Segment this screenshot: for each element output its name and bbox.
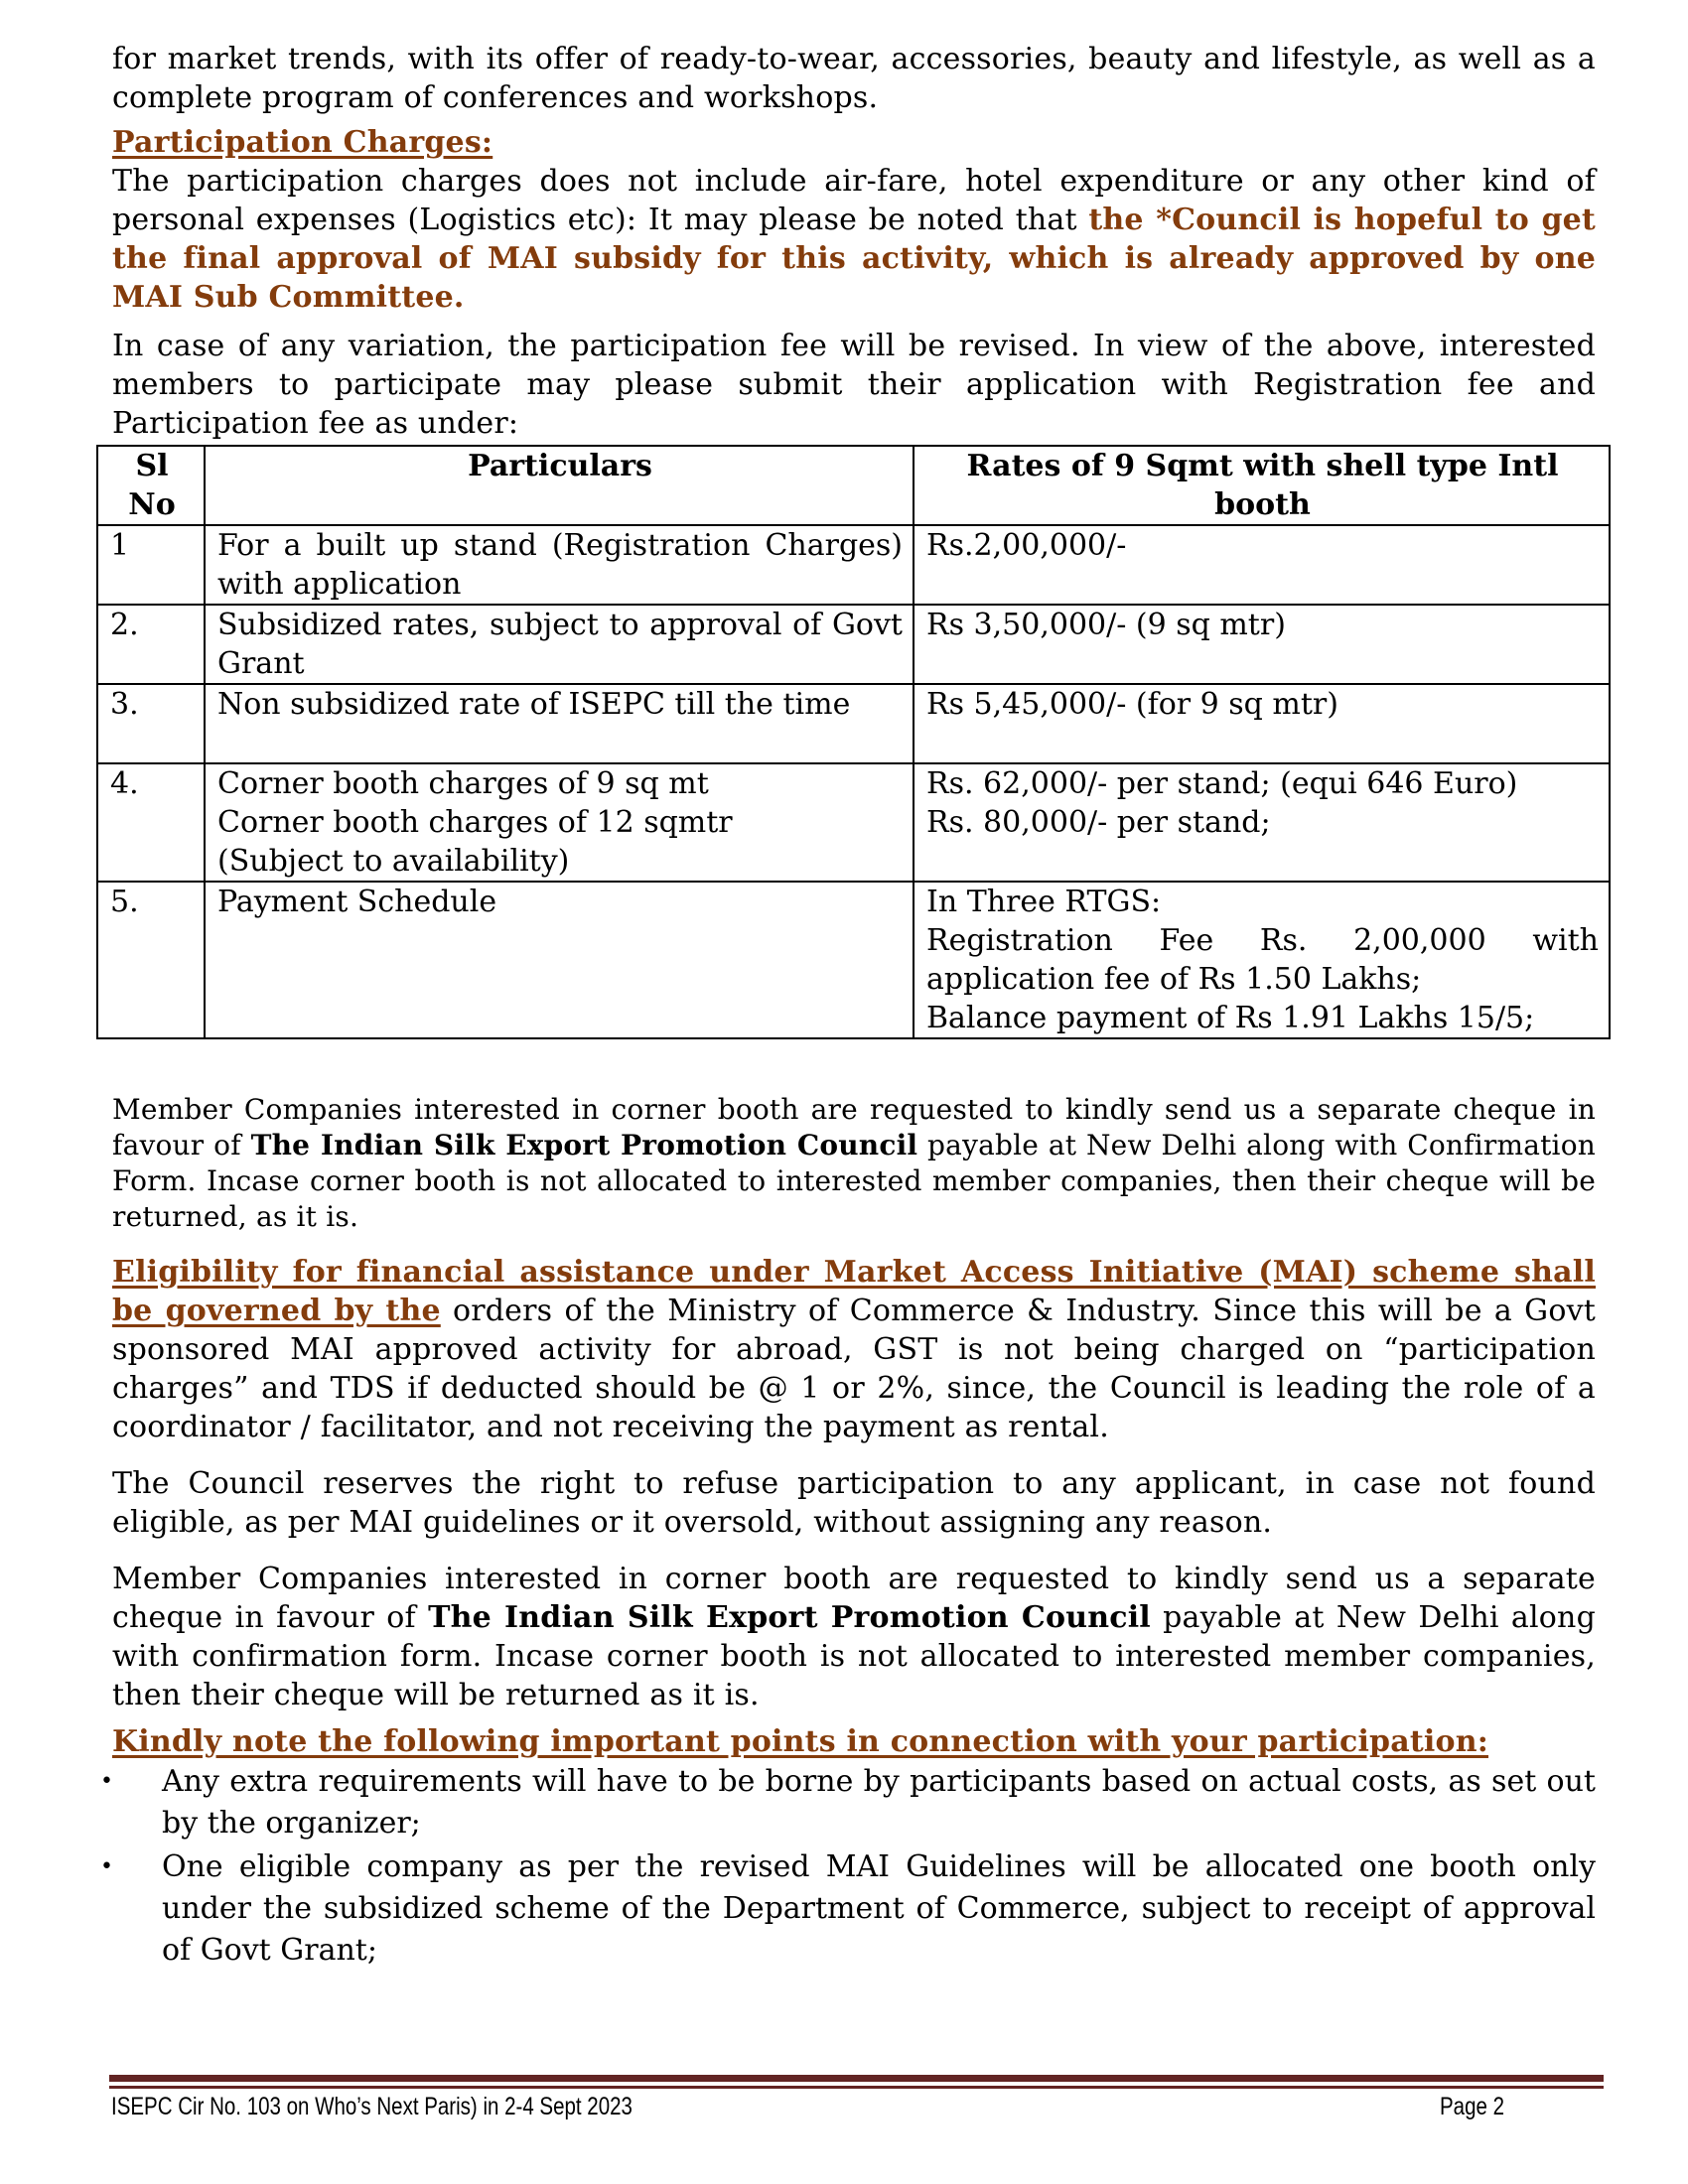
list-item bbox=[100, 1761, 1596, 1844]
corner-booth-note-1 bbox=[112, 1092, 1596, 1235]
participation-text: The participation charges does not include air-fare, hotel expenditure or any other kind of personal expenses (Logistics etc): It may please be noted that bbox=[112, 164, 1596, 237]
cell-particulars: Non subsidized rate of ISEPC till the time bbox=[205, 684, 914, 763]
header-sl-no: Sl No bbox=[97, 446, 205, 525]
particulars-line: Corner booth charges of 12 sqmtr bbox=[217, 805, 733, 840]
cell-rate bbox=[914, 882, 1610, 1038]
council-name: The Indian Silk Export Promotion Council bbox=[428, 1600, 1151, 1635]
footer-rule-thin bbox=[109, 2086, 1604, 2089]
page-body-lower bbox=[100, 1092, 1596, 1974]
participation-highlight: the *Council is hopeful to get the final approval of MAI subsidy for this activity, which is already approved by one MAI Sub Committee. bbox=[112, 203, 1596, 315]
variation-paragraph: In case of any variation, the participation fee will be revised. In view of the above, interested members to participate may please submit their application with Registration fee and Participation fee as under: bbox=[112, 329, 1596, 441]
table-row bbox=[97, 525, 1610, 605]
cell-particulars bbox=[205, 763, 914, 882]
cell-rate: Rs.2,00,000/- bbox=[914, 525, 1610, 605]
rates-table bbox=[96, 445, 1611, 1039]
participation-paragraph bbox=[112, 162, 1596, 317]
cell-particulars: Subsidized rates, subject to approval of Govt Grant bbox=[205, 605, 914, 684]
council-name: The Indian Silk Export Promotion Council bbox=[250, 1129, 918, 1161]
important-points-heading bbox=[112, 1722, 1596, 1761]
cell-sl: 1 bbox=[97, 525, 205, 605]
bullet-icon: • bbox=[100, 1769, 113, 1794]
footer-rule-thick bbox=[109, 2075, 1604, 2082]
corner-booth-note-2 bbox=[112, 1560, 1596, 1714]
note-text: Member Companies interested in corner booth are requested to kindly send us a separate cheque in favour of bbox=[112, 1093, 1596, 1161]
particulars-line: Corner booth charges of 9 sq mt bbox=[217, 766, 709, 801]
cell-rate: Rs 3,50,000/- (9 sq mtr) bbox=[914, 605, 1610, 684]
note-text: payable at New Delhi along with confirmation form. Incase corner booth is not allocated to interested member companies, then their cheque will be returned as it is. bbox=[112, 1600, 1596, 1712]
cell-rate bbox=[914, 763, 1610, 882]
eligibility-text: orders of the Ministry of Commerce & Industry. Since this will be a Govt sponsored MAI approved activity for abroad, GST is not being charged on “participation charges” and TDS if deducted should be @ 1 or 2%, since, the Council is leading the role of a coordinator / facilitator, and not receiving the payment as rental. bbox=[112, 1294, 1596, 1444]
list-item-text: Any extra requirements will have to be borne by participants based on actual costs, as set out by the organizer; bbox=[162, 1764, 1596, 1841]
table-row bbox=[97, 882, 1610, 1038]
table-header-row bbox=[97, 446, 1610, 525]
list-item bbox=[100, 1846, 1596, 1972]
intro-paragraph: for market trends, with its offer of ready-to-wear, accessories, beauty and lifestyle, as well as a complete program of conferences and workshops. bbox=[112, 42, 1596, 115]
rate-line: Balance payment of Rs 1.91 Lakhs 15/5; bbox=[926, 1001, 1535, 1035]
cell-rate: Rs 5,45,000/- (for 9 sq mtr) bbox=[914, 684, 1610, 763]
cell-sl: 4. bbox=[97, 763, 205, 882]
rate-line: Rs. 80,000/- per stand; bbox=[926, 805, 1271, 840]
participation-charges-heading bbox=[112, 123, 1596, 162]
cell-particulars: Payment Schedule bbox=[205, 882, 914, 1038]
footer-circular-reference: ISEPC Cir No. 103 on Who’s Next Paris) in 2-4 Sept 2023 bbox=[111, 2093, 633, 2120]
rate-line: In Three RTGS: bbox=[926, 885, 1162, 919]
important-points-list bbox=[100, 1761, 1596, 1972]
page-body bbox=[112, 40, 1596, 443]
rate-line: Rs. 62,000/- per stand; (equi 646 Euro) bbox=[926, 766, 1518, 801]
cell-sl: 3. bbox=[97, 684, 205, 763]
cell-sl: 5. bbox=[97, 882, 205, 1038]
note-text: payable at New Delhi along with Confirmation Form. Incase corner booth is not allocated to interested member companies, then their cheque will be returned, as it is. bbox=[112, 1129, 1596, 1233]
reserve-paragraph: The Council reserves the right to refuse participation to any applicant, in case not found eligible, as per MAI guidelines or it oversold, without assigning any reason. bbox=[112, 1466, 1596, 1540]
particulars-line: (Subject to availability) bbox=[217, 844, 570, 879]
important-points-heading-text: Kindly note the following important points in connection with your participation: bbox=[112, 1724, 1489, 1759]
eligibility-heading: Eligibility for financial assistance under Market Access Initiative (MAI) scheme shall be governed by the bbox=[112, 1255, 1596, 1328]
header-rates: Rates of 9 Sqmt with shell type Intl booth bbox=[914, 446, 1610, 525]
table-row bbox=[97, 605, 1610, 684]
eligibility-paragraph bbox=[112, 1253, 1596, 1446]
cell-sl: 2. bbox=[97, 605, 205, 684]
bullet-icon: • bbox=[100, 1854, 113, 1879]
rate-line: Registration Fee Rs. 2,00,000 with application fee of Rs 1.50 Lakhs; bbox=[926, 923, 1599, 997]
table-row bbox=[97, 763, 1610, 882]
header-particulars: Particulars bbox=[205, 446, 914, 525]
note-text: Member Companies interested in corner booth are requested to kindly send us a separate cheque in favour of bbox=[112, 1562, 1596, 1635]
list-item-text: One eligible company as per the revised MAI Guidelines will be allocated one booth only under the subsidized scheme of the Department of Commerce, subject to receipt of approval of Govt Grant; bbox=[162, 1849, 1596, 1968]
table-row bbox=[97, 684, 1610, 763]
footer-page-number: Page 2 bbox=[1440, 2093, 1504, 2120]
cell-particulars: For a built up stand (Registration Charges) with application bbox=[205, 525, 914, 605]
participation-heading-text: Participation Charges: bbox=[112, 125, 493, 160]
